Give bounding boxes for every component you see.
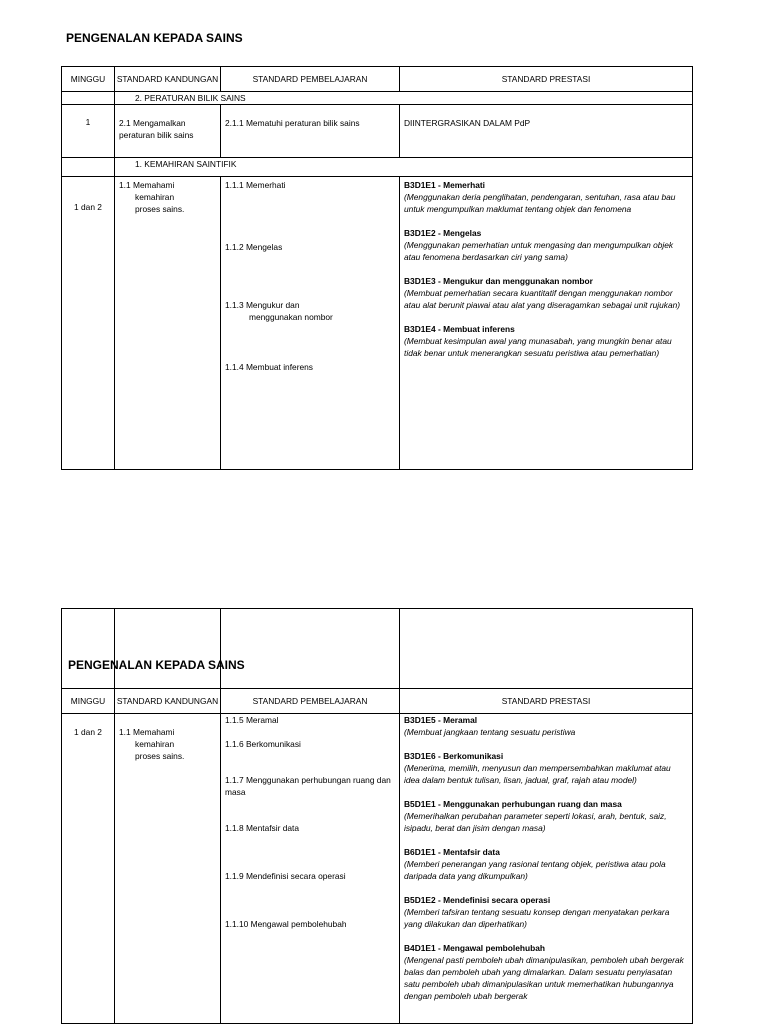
- prestasi-desc: (Memberi penerangan yang rasional tentang objek, peristiwa atau pola daripada data yang dikumpulkan): [404, 859, 666, 881]
- prestasi-title: B3D1E5 - Meramal: [404, 715, 478, 725]
- pembelajaran-item: 1.1.2 Mengelas: [225, 242, 283, 252]
- header-standard-kandungan: STANDARD KANDUNGAN: [115, 67, 221, 92]
- header-standard-prestasi: STANDARD PRESTASI: [400, 689, 693, 714]
- prestasi-cell: DIINTERGRASIKAN DALAM PdP: [400, 105, 693, 158]
- prestasi-desc: (Menerima, memilih, menyusun dan mempersembahkan maklumat atau idea dalam bentuk tulisan, lisan, jadual, graf, rajah atau model): [404, 763, 671, 785]
- kandungan-line: 1.1 Memahami: [119, 727, 175, 737]
- kandungan-cell: [115, 714, 221, 1024]
- kandungan-cell: [115, 177, 221, 470]
- pembelajaran-item: 1.1.5 Meramal: [225, 715, 279, 725]
- kandungan-cell: 2.1 Mengamalkan peraturan bilik sains: [115, 105, 221, 158]
- section-label: 2. PERATURAN BILIK SAINS: [115, 92, 693, 105]
- section-label: 1. KEMAHIRAN SAINTIFIK: [115, 158, 693, 177]
- prestasi-desc: (Membuat pemerhatian secara kuantitatif dengan menggunakan nombor atau alat berunit piawai atau alat yang diseragamkan sebagai unit rujukan): [404, 288, 681, 310]
- prestasi-desc: (Membuat jangkaan tentang sesuatu peristiwa: [404, 727, 576, 737]
- prestasi-cell: [400, 177, 693, 470]
- header-minggu: MINGGU: [62, 689, 115, 714]
- lesson-table-2: [61, 608, 693, 1024]
- page-title: PENGENALAN KEPADA SAINS: [68, 658, 245, 672]
- kandungan-line: proses sains.: [135, 751, 185, 761]
- header-standard-pembelajaran: STANDARD PEMBELAJARAN: [221, 689, 400, 714]
- header-minggu: MINGGU: [62, 67, 115, 92]
- prestasi-title: B3D1E1 - Memerhati: [404, 180, 485, 190]
- prestasi-title: B5D1E2 - Mendefinisi secara operasi: [404, 895, 551, 905]
- prestasi-desc: (Mengenal pasti pemboleh ubah dimanipulasikan, pemboleh ubah bergerak balas dan pemboleh ubah yang dimalarkan. Dalam sesuatu penyiasatan satu pemboleh ubah dimanipulasikan untuk memerhatikan hubungannya dengan pemboleh ubah bergerak: [404, 955, 684, 1001]
- header-standard-pembelajaran: STANDARD PEMBELAJARAN: [221, 67, 400, 92]
- kandungan-line: kemahiran: [135, 192, 175, 202]
- kandungan-line: proses sains.: [135, 204, 185, 214]
- pembelajaran-item: 1.1.9 Mendefinisi secara operasi: [225, 871, 346, 881]
- prestasi-title: B4D1E1 - Mengawal pembolehubah: [404, 943, 546, 953]
- prestasi-title: B3D1E2 - Mengelas: [404, 228, 482, 238]
- pembelajaran-item: 1.1.6 Berkomunikasi: [225, 739, 301, 749]
- header-standard-kandungan: STANDARD KANDUNGAN: [115, 689, 221, 714]
- pembelajaran-item: 1.1.7 Menggunakan perhubungan ruang dan masa: [225, 775, 391, 797]
- kandungan-line: kemahiran: [135, 739, 175, 749]
- prestasi-title: B6D1E1 - Mentafsir data: [404, 847, 500, 857]
- prestasi-cell: [400, 714, 693, 1024]
- prestasi-title: B5D1E1 - Menggunakan perhubungan ruang dan masa: [404, 799, 622, 809]
- prestasi-desc: (Menggunakan deria penglihatan, pendengaran, sentuhan, rasa atau bau untuk mengumpulkan maklumat tentang objek dan fenomena: [404, 192, 676, 214]
- pembelajaran-item: 1.1.3 Mengukur dan: [225, 300, 300, 310]
- prestasi-desc: (Menggunakan pemerhatian untuk mengasing dan mengumpulkan objek atau fenomena berdasarkan ciri yang sama): [404, 240, 674, 262]
- minggu-cell: 1 dan 2: [62, 177, 115, 470]
- prestasi-title: B3D1E4 - Membuat inferens: [404, 324, 515, 334]
- lesson-table-1: [61, 66, 693, 470]
- prestasi-title: B3D1E3 - Mengukur dan menggunakan nombor: [404, 276, 593, 286]
- pembelajaran-item: menggunakan nombor: [249, 312, 333, 322]
- minggu-cell: 1: [62, 105, 115, 158]
- pembelajaran-item: 1.1.1 Memerhati: [225, 180, 286, 190]
- pembelajaran-item: 1.1.4 Membuat inferens: [225, 362, 313, 372]
- prestasi-desc: (Memerihalkan perubahan parameter seperti lokasi, arah, bentuk, saiz, isipadu, berat dan jisim dengan masa): [404, 811, 667, 833]
- pembelajaran-cell: 2.1.1 Mematuhi peraturan bilik sains: [221, 105, 400, 158]
- pembelajaran-item: 1.1.10 Mengawal pembolehubah: [225, 919, 347, 929]
- pembelajaran-cell: [221, 177, 400, 470]
- pembelajaran-cell: [221, 714, 400, 1024]
- page-title: PENGENALAN KEPADA SAINS: [66, 31, 243, 45]
- prestasi-title: B3D1E6 - Berkomunikasi: [404, 751, 504, 761]
- pembelajaran-item: 1.1.8 Mentafsir data: [225, 823, 300, 833]
- kandungan-line: 1.1 Memahami: [119, 180, 175, 190]
- prestasi-desc: (Membuat kesimpulan awal yang munasabah, yang mungkin benar atau tidak benar untuk menerangkan sesuatu peristiwa atau pemerhatian): [404, 336, 672, 358]
- header-standard-prestasi: STANDARD PRESTASI: [400, 67, 693, 92]
- prestasi-desc: (Memberi tafsiran tentang sesuatu konsep dengan menyatakan perkara yang dilakukan dan diperhatikan): [404, 907, 670, 929]
- minggu-cell: 1 dan 2: [62, 714, 115, 1024]
